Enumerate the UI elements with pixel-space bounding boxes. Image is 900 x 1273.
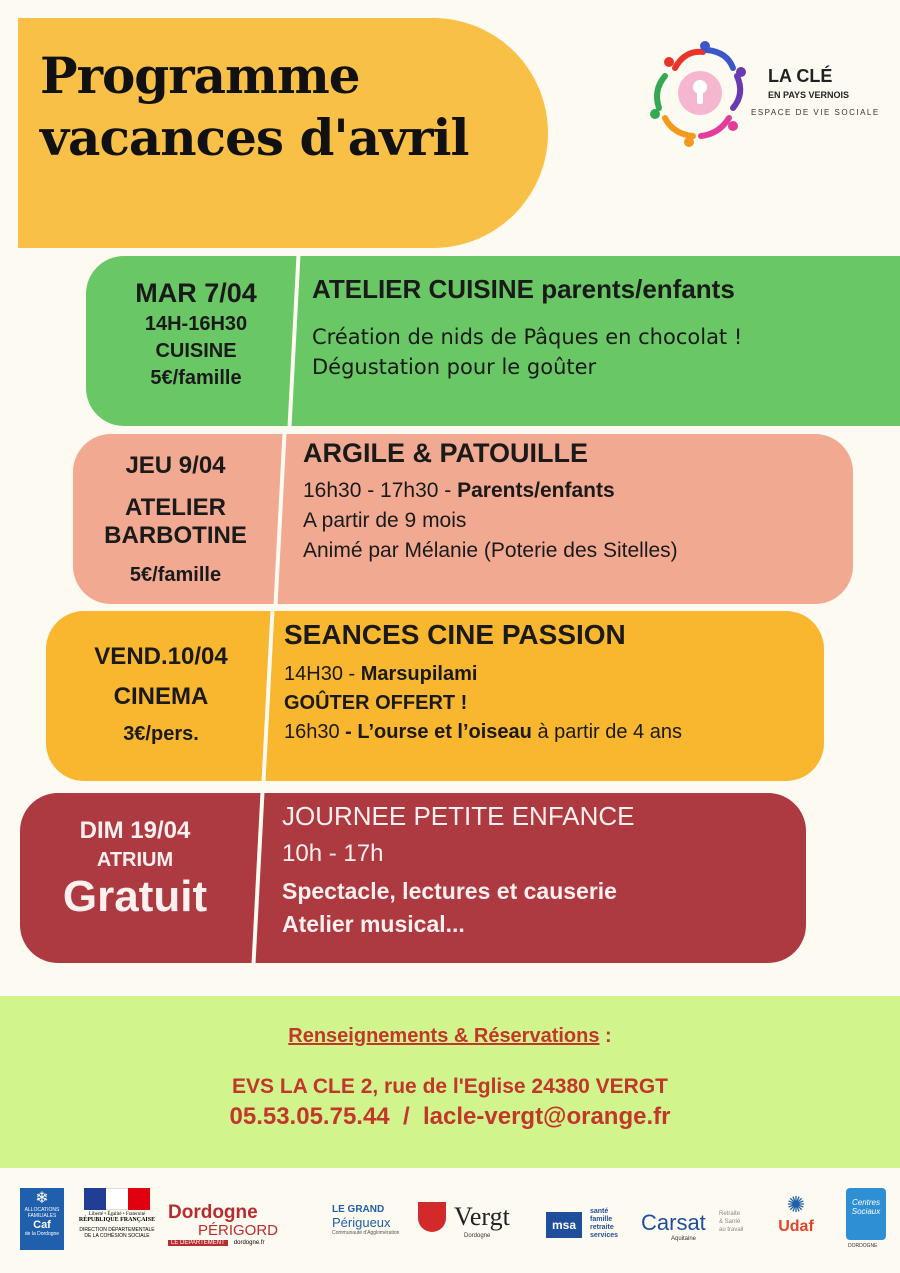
rf-text: RÉPUBLIQUE FRANÇAISE <box>78 1217 156 1223</box>
dordogne-text: Dordogne <box>168 1202 258 1223</box>
event-time: 10h - 17h <box>282 840 384 867</box>
carsat-logo <box>641 1188 753 1250</box>
event-row-petite-enfance <box>20 793 806 963</box>
cs-text: DORDOGNE <box>848 1243 878 1249</box>
title-line-2: vacances d'avril <box>40 108 469 167</box>
carsat-text: au travail <box>719 1227 744 1233</box>
perigueux-text: Communauté d'Agglomération <box>332 1230 400 1236</box>
event-date: DIM 19/04 <box>79 817 191 844</box>
event-details <box>312 274 892 379</box>
event-price: Gratuit <box>62 872 208 921</box>
row-divider <box>288 256 301 426</box>
dordogne-text: dordogne.fr <box>233 1240 265 1246</box>
footer-email[interactable]: lacle-vergt@orange.fr <box>423 1103 671 1130</box>
event-price: 5€/famille <box>129 564 222 586</box>
dordogne-perigord-logo <box>168 1188 298 1250</box>
msa-text: santé <box>590 1208 609 1215</box>
event-info <box>83 452 268 587</box>
event-row-cinema <box>46 611 824 781</box>
footer-address: EVS LA CLE 2, rue de l'Eglise 24380 VERGT <box>231 1075 669 1098</box>
event-place: BARBOTINE <box>104 522 247 549</box>
event-price: 3€/pers. <box>123 723 199 745</box>
page-title <box>40 45 469 169</box>
event-info <box>66 643 256 746</box>
event-age: à partir de 4 ans <box>531 721 682 743</box>
dordogne-text: LE DÉPARTEMENT <box>168 1240 228 1246</box>
event-description: Spectacle, lectures et causerie <box>282 878 617 904</box>
event-info <box>106 278 286 390</box>
footer-heading <box>0 1025 900 1048</box>
event-date: MAR 7/04 <box>135 278 257 308</box>
vergt-text: Vergt <box>454 1202 510 1231</box>
event-row-cuisine <box>86 256 900 426</box>
event-details <box>303 438 843 563</box>
caf-text: FAMILIALES <box>27 1213 57 1219</box>
centres-sociaux-logo <box>846 1188 886 1240</box>
la-cle-logo-mark-icon <box>645 38 755 148</box>
logo-subtitle: EN PAYS VERNOIS <box>768 90 850 100</box>
event-details <box>282 801 792 938</box>
caf-text: de la Dordogne <box>24 1231 60 1237</box>
msa-text: msa <box>546 1212 582 1238</box>
event-heading: SEANCES CINE PASSION <box>284 619 626 650</box>
perigueux-text: Périgueux <box>332 1215 391 1230</box>
msa-text: famille <box>590 1216 613 1223</box>
vergt-shield-icon <box>418 1202 446 1232</box>
la-cle-logo <box>645 38 885 148</box>
event-heading: JOURNEE PETITE ENFANCE <box>282 801 635 831</box>
event-audience: Parents/enfants <box>457 479 615 502</box>
dordogne-text: PÉRIGORD <box>198 1222 279 1239</box>
caf-text: ALLOCATIONS <box>24 1207 60 1213</box>
event-time: 16h30 - 17h30 - <box>303 479 458 502</box>
logo-name: LA CLÉ <box>768 66 833 86</box>
event-price: 5€/famille <box>150 367 242 389</box>
carsat-text: Retraite <box>719 1211 741 1217</box>
event-info <box>30 817 240 922</box>
event-film: - L’ourse et l’oiseau <box>345 721 532 743</box>
marianne-flag-icon <box>84 1188 150 1210</box>
event-description: Atelier musical... <box>282 911 465 937</box>
udaf-logo <box>770 1188 822 1250</box>
title-line-1: Programme <box>40 46 360 105</box>
rf-text: DIRECTION DÉPARTEMENTALE <box>79 1227 155 1233</box>
msa-text: retraite <box>590 1224 614 1231</box>
event-heading: ATELIER CUISINE parents/enfants <box>312 274 735 304</box>
udaf-text: Udaf <box>778 1218 814 1235</box>
caf-logo <box>20 1188 64 1250</box>
event-time: 14H-16H30 <box>144 313 248 335</box>
event-heading: ARGILE & PATOUILLE <box>303 438 589 468</box>
event-place: CINEMA <box>113 683 209 710</box>
carsat-text: & Santé <box>719 1219 741 1225</box>
perigueux-text: LE GRAND <box>332 1204 385 1215</box>
row-divider <box>252 793 265 963</box>
event-row-argile <box>73 434 853 604</box>
republique-francaise-logo <box>78 1188 156 1250</box>
cs-text: Centres Sociaux <box>851 1198 881 1216</box>
event-place: ATELIER <box>125 494 226 521</box>
footer-heading-text: Renseignements & Réservations <box>288 1025 600 1047</box>
rf-text: Liberté • Égalité • Fraternité <box>88 1212 146 1217</box>
footer-colon: : <box>599 1025 612 1047</box>
vergt-text: Dordogne <box>464 1233 491 1239</box>
event-details <box>284 619 819 744</box>
carsat-text: Carsat <box>641 1210 706 1235</box>
event-description: A partir de 9 mois <box>303 509 467 532</box>
grand-perigueux-logo <box>312 1188 407 1250</box>
carsat-text: Aquitaine <box>671 1236 697 1242</box>
vergt-logo <box>418 1188 528 1250</box>
event-time: 14H30 - <box>284 663 361 685</box>
footer-contact <box>0 1103 900 1131</box>
logo-tagline: ESPACE DE VIE SOCIALE <box>751 108 880 117</box>
event-description: Dégustation pour le goûter <box>312 355 597 379</box>
footer-phone[interactable]: 05.53.05.75.44 <box>229 1103 390 1130</box>
event-date: JEU 9/04 <box>125 452 226 479</box>
event-film: Marsupilami <box>360 663 478 685</box>
caf-snowflake-icon: ❄ <box>35 1190 49 1207</box>
event-description: Création de nids de Pâques en chocolat ! <box>312 325 743 349</box>
footer-separator: / <box>389 1103 423 1130</box>
udaf-burst-icon: ✺ <box>786 1192 806 1217</box>
event-snack: GOÛTER OFFERT ! <box>284 692 468 714</box>
event-place: CUISINE <box>155 340 237 362</box>
event-date: VEND.10/04 <box>94 643 228 670</box>
row-divider <box>262 611 275 781</box>
msa-text: services <box>590 1232 619 1239</box>
event-description: Animé par Mélanie (Poterie des Sitelles) <box>303 539 678 562</box>
rf-text: DE LA COHÉSION SOCIALE <box>84 1233 150 1239</box>
msa-logo <box>546 1188 630 1250</box>
event-place: ATRIUM <box>96 849 174 871</box>
caf-text: Caf <box>33 1219 51 1231</box>
row-divider <box>274 434 287 604</box>
event-time: 16h30 <box>284 721 346 743</box>
